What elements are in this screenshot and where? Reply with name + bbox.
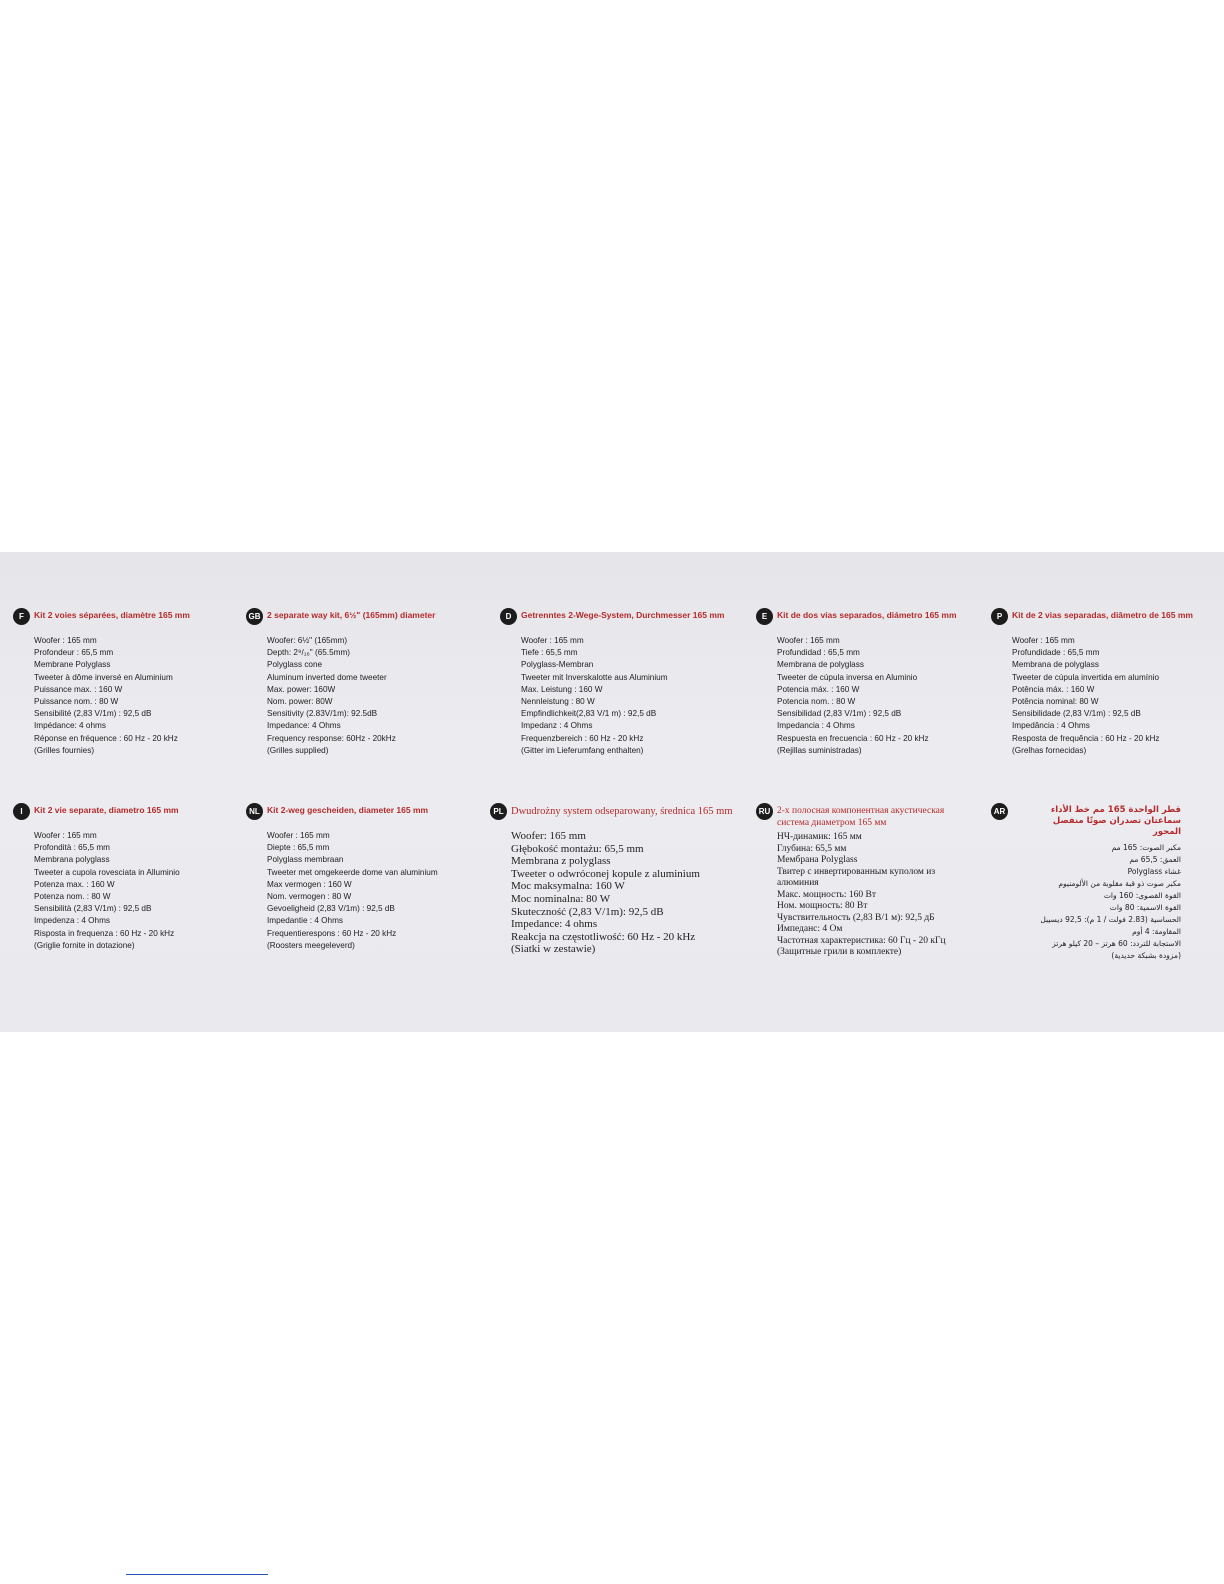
spec-line: Woofer : 165 mm <box>521 636 584 645</box>
spec-line: Moc nominalna: 80 W <box>511 892 611 905</box>
spec-line: Impedenza : 4 Ohms <box>34 916 110 926</box>
spec-line: Membrana de polyglass <box>777 660 864 670</box>
spec-title: Kit 2 vie separate, diametro 165 mm <box>34 805 179 815</box>
spec-line: Max vermogen : 160 W <box>267 879 352 889</box>
spec-line: Sensibilidade (2,83 V/1m) : 92,5 dB <box>1012 709 1141 719</box>
spec-line: Чувствительность (2,83 В/1 м): 92,5 дБ <box>777 912 935 923</box>
spec-line: Risposta in frequenza : 60 Hz - 20 kHz <box>34 928 175 938</box>
spec-line: Woofer: 6½" (165mm) <box>267 636 348 645</box>
spec-line: Sensibilità (2,83 V/1m) : 92,5 dB <box>34 904 152 914</box>
spec-title: 2-х полосная компонентная акустическая система диаметром 165 мм <box>777 806 945 829</box>
spec-line: Woofer : 165 mm <box>1012 636 1075 645</box>
spec-line: Tweeter a cupola rovesciata in Alluminio <box>34 867 180 877</box>
language-badge-icon: PL <box>490 803 507 820</box>
spec-line: Membrana z polyglass <box>511 855 611 868</box>
spec-line: Sensitivity (2.83V/1m): 92.5dB <box>267 709 378 719</box>
spec-title: Kit 2 voies séparées, diamètre 165 mm <box>34 610 190 620</box>
spec-title: Kit de dos vías separados, diámetro 165 mm <box>777 610 957 620</box>
spec-line: Max. power: 160W <box>267 684 336 694</box>
spec-line: Polyglass membraan <box>267 855 344 865</box>
spec-line: القوة القصوى: 160 وات <box>1103 891 1181 900</box>
spec-line: Impedancia : 4 Ohms <box>777 721 855 731</box>
spec-title: 2 separate way kit, 6½" (165mm) diameter <box>267 610 436 620</box>
spec-line: العمق: 65,5 مم <box>1129 855 1181 864</box>
spec-line: (Roosters meegeleverd) <box>267 940 355 950</box>
spec-line: (مزودة بشبكة حديدية) <box>1111 951 1181 960</box>
spec-line: Woofer : 165 mm <box>34 636 97 645</box>
spec-line: Skuteczność (2,83 V/1m): 92,5 dB <box>511 905 664 918</box>
language-badge-icon: GB <box>246 608 263 625</box>
spec-line: Polyglass cone <box>267 660 323 670</box>
spec-line: Profundidad : 65,5 mm <box>777 648 860 658</box>
spec-line: Reakcja na częstotliwość: 60 Hz - 20 kHz <box>511 930 696 943</box>
spec-line: Potencia máx. : 160 W <box>777 684 860 694</box>
spec-line: (Защитные грили в комплекте) <box>777 947 902 957</box>
spec-line: Empfindlichkeit(2,83 V/1 m) : 92,5 dB <box>521 709 657 719</box>
spec-line: Tweeter o odwróconej kopule z aluminium <box>511 867 700 880</box>
spec-line: Tweeter de cúpula invertida em alumínio <box>1012 672 1159 682</box>
spec-line: Polyglass-Membran <box>521 660 594 670</box>
spec-line: Diepte : 65,5 mm <box>267 843 330 853</box>
spec-block-es <box>756 608 984 757</box>
spec-line: Puissance max. : 160 W <box>34 684 123 694</box>
spec-line: Potenza nom. : 80 W <box>34 892 111 902</box>
spec-line: Max. Leistung : 160 W <box>521 684 603 694</box>
spec-line: Tweeter mit Inverskalotte aus Aluminium <box>521 672 668 682</box>
language-badge-icon: NL <box>246 803 263 820</box>
spec-line: Tiefe : 65,5 mm <box>521 648 578 658</box>
spec-line: Impedanz : 4 Ohms <box>521 721 593 731</box>
spec-line: (Rejillas suministradas) <box>777 745 862 755</box>
spec-line: Tweeter de cúpula inversa en Aluminio <box>777 672 918 682</box>
spec-line: (Grilles fournies) <box>34 745 95 755</box>
spec-line: (Grilles supplied) <box>267 745 329 755</box>
spec-block-ru <box>756 803 976 959</box>
spec-line: Frequency response: 60Hz - 20kHz <box>267 733 396 743</box>
spec-line: Nom. power: 80W <box>267 697 333 707</box>
spec-line: Nom. vermogen : 80 W <box>267 892 352 902</box>
spec-line: НЧ-динамик: 165 мм <box>777 832 862 842</box>
spec-line: Puissance nom. : 80 W <box>34 697 119 707</box>
spec-line: Частотная характеристика: 60 Гц - 20 кГц <box>777 935 946 946</box>
language-badge-icon: E <box>756 608 773 625</box>
spec-line: Membrana de polyglass <box>1012 660 1099 670</box>
spec-block-ar <box>991 803 1191 962</box>
spec-line: Profundidade : 65,5 mm <box>1012 648 1100 658</box>
spec-line: Глубина: 65,5 мм <box>777 843 847 854</box>
spec-line: المقاومة: 4 أوم <box>1132 927 1181 936</box>
spec-block-gb <box>246 608 474 757</box>
language-badge-icon: D <box>500 608 517 625</box>
spec-line: الحساسية (2.83 فولت / 1 م): 92,5 ديسيبل <box>1040 915 1181 924</box>
spec-line: Membrana polyglass <box>34 855 110 865</box>
spec-line: Tweeter à dôme inversé en Aluminium <box>34 672 173 682</box>
spec-line: (Gitter im Lieferumfang enthalten) <box>521 745 644 755</box>
spec-title: Dwudrożny system odseparowany, średnica 165 mm <box>511 806 733 817</box>
spec-line: Profondità : 65,5 mm <box>34 843 110 853</box>
spec-line: (Griglie fornite in dotazione) <box>34 940 135 950</box>
spec-line: Sensibilidad (2,83 V/1m) : 92,5 dB <box>777 709 902 719</box>
spec-title: Kit 2-weg gescheiden, diameter 165 mm <box>267 805 429 815</box>
spec-block-pl <box>490 803 740 956</box>
language-badge-icon: I <box>13 803 30 820</box>
spec-line: مكبر الصوت: 165 مم <box>1111 843 1181 852</box>
spec-block-pt <box>991 608 1219 757</box>
language-badge-icon: F <box>13 608 30 625</box>
spec-line: الاستجابة للتردد: 60 هرتز – 20 كيلو هرتز <box>1052 939 1181 948</box>
spec-block-it <box>13 803 241 952</box>
spec-line: Sensibilité (2,83 V/1m) : 92,5 dB <box>34 709 152 719</box>
spec-line: غشاء Polyglass <box>1127 867 1181 876</box>
spec-line: Potenza max. : 160 W <box>34 879 115 889</box>
spec-line: Resposta de frequência : 60 Hz - 20 kHz <box>1012 733 1160 743</box>
spec-line: Aluminum inverted dome tweeter <box>267 672 387 682</box>
spec-block-nl <box>246 803 474 952</box>
spec-line: Réponse en fréquence : 60 Hz - 20 kHz <box>34 733 178 743</box>
spec-line: Woofer: 165 mm <box>511 830 586 842</box>
spec-line: Твитер с инвертированным куполом из алюминия <box>777 866 936 888</box>
spec-line: Impedância : 4 Ohms <box>1012 721 1090 731</box>
spec-line: Impedantie : 4 Ohms <box>267 916 343 926</box>
spec-line: Gevoeligheid (2,83 V/1m) : 92,5 dB <box>267 904 395 914</box>
spec-line: مكبر صوت ذو قبة مقلوبة من الألومنيوم <box>1058 879 1181 888</box>
footer-rule <box>126 1574 268 1575</box>
spec-block-de <box>500 608 728 757</box>
spec-line: Tweeter met omgekeerde dome van aluminium <box>267 867 438 877</box>
spec-line: القوة الاسمية: 80 وات <box>1109 903 1181 912</box>
spec-line: Макс. мощность: 160 Вт <box>777 889 876 900</box>
language-badge-icon: AR <box>991 803 1008 820</box>
spec-line: Impedance: 4 Ohms <box>267 721 341 731</box>
spec-line: Woofer : 165 mm <box>267 831 330 840</box>
spec-line: Impédance: 4 ohms <box>34 721 106 731</box>
spec-line: Мембрана Polyglass <box>777 855 858 865</box>
spec-line: Woofer : 165 mm <box>777 636 840 645</box>
spec-line: Импеданс: 4 Ом <box>777 924 843 934</box>
spec-title: قطر الواحدة 165 مم خط الأداء سماعتان تصدران صوتًا منفصل المحور <box>1050 805 1181 838</box>
spec-line: Ном. мощность: 80 Вт <box>777 901 868 911</box>
spec-title: Kit de 2 vias separadas, diâmetro de 165 mm <box>1012 610 1193 620</box>
spec-title: Getrenntes 2-Wege-System, Durchmesser 165 mm <box>521 610 725 620</box>
spec-line: Nennleistung : 80 W <box>521 697 595 707</box>
spec-line: Woofer : 165 mm <box>34 831 97 840</box>
spec-line: Potência máx. : 160 W <box>1012 684 1095 694</box>
language-badge-icon: RU <box>756 803 773 820</box>
spec-line: Respuesta en frecuencia : 60 Hz - 20 kHz <box>777 733 929 743</box>
language-badge-icon: P <box>991 608 1008 625</box>
spec-line: Impedance: 4 ohms <box>511 918 598 931</box>
spec-line: Potencia nom. : 80 W <box>777 697 856 707</box>
spec-line: (Grelhas fornecidas) <box>1012 745 1087 755</box>
spec-block-fr <box>13 608 241 757</box>
spec-line: Frequenzbereich : 60 Hz - 20 kHz <box>521 733 644 743</box>
spec-line: (Siatki w zestawie) <box>511 943 596 956</box>
spec-line: Moc maksymalna: 160 W <box>511 880 625 893</box>
spec-line: Potência nominal: 80 W <box>1012 697 1099 707</box>
spec-line: Membrane Polyglass <box>34 660 111 670</box>
spec-line: Profondeur : 65,5 mm <box>34 648 114 658</box>
spec-line: Depth: 2⁹/₁₆" (65.5mm) <box>267 648 351 658</box>
spec-line: Głębokość montażu: 65,5 mm <box>511 842 644 855</box>
spec-line: Frequentierespons : 60 Hz - 20 kHz <box>267 928 397 938</box>
